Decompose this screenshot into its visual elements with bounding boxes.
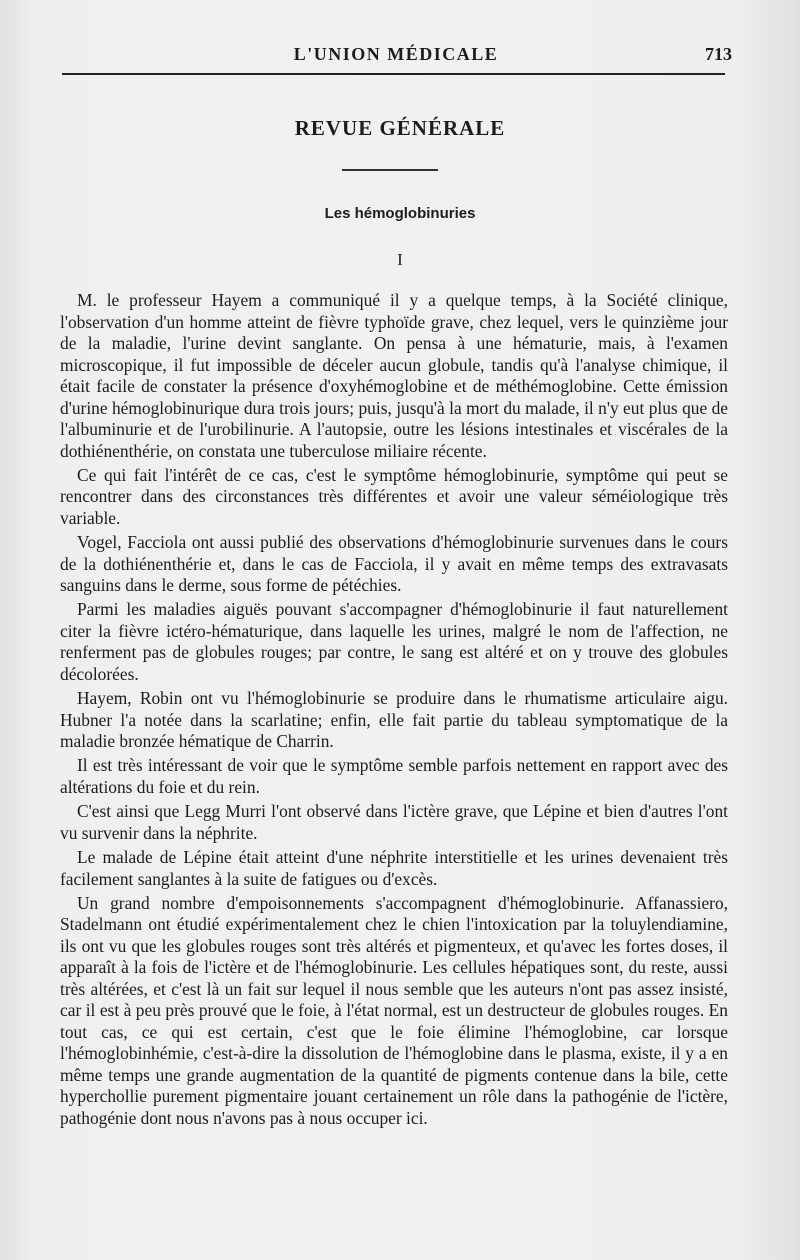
paragraph: Vogel, Facciola ont aussi publié des observations d'hémoglobinurie survenues dans le cours de la dothiénenthérie et, dans le cas de Facciola, il y avait en même temps des extravasats sanguins dans le derme, sous forme de pétéchies. <box>60 532 728 596</box>
section-title: REVUE GÉNÉRALE <box>294 116 506 140</box>
paragraph: Il est très intéressant de voir que le symptôme semble parfois nettement en rapport avec des altérations du foie et du rein. <box>60 755 728 797</box>
paragraph: Un grand nombre d'empoisonnements s'accompagnent d'hémoglobinurie. Affanassiero, Stadelmann ont étudié expérimentalement chez le chien l'intoxication par la toluylendiamine, ils ont vu que les globules rouges sont très altérés et pigmenteux, et qu'avec les fortes doses, il apparaît à la fois de l'ictère et de l'hémoglobinurie. Les cellules hépatiques sont, du reste, aussi très altérées, et c'est là un fait sur lequel il nous semble que les auteurs n'ont pas assez insisté, car il est à peu près prouvé que le foie, à l'état normal, est un destructeur de globules rouges. En tout cas, ce qui est certain, c'est que le foie élimine l'hémoglobine, car lorsque l'hémoglobinhémie, c'est-à-dire la dissolution de l'hémoglobine dans le plasma, existe, il y a en même temps une grande augmentation de la quantité de pigments contenue dans la bile, cette hyperchollie purement pigmentaire jouant certainement un rôle dans la pathogénie de l'ictère, pathogénie dont nous n'avons pas à nous occuper ici. <box>60 892 728 1128</box>
title-divider <box>342 169 438 171</box>
paragraph: Parmi les maladies aiguës pouvant s'accompagner d'hémoglobinurie il faut naturellement citer la fièvre ictéro-hématurique, dans laquelle les urines, malgré le nom de l'affection, ne renferment pas de globules rouges; par contre, le sang est altéré et on y trouve des globules décolorées. <box>60 599 728 684</box>
paragraph: M. le professeur Hayem a communiqué il y a quelque temps, à la Société clinique, l'observation d'un homme atteint de fièvre typhoïde grave, chez lequel, vers le quinzième jour de la maladie, l'urine devint sanglante. On pensa à une hématurie, mais, à l'examen microscopique, il fut impossible de déceler aucun globule, tandis qu'à l'analyse chimique, il était facile de constater la présence d'oxyhémoglobine et de méthémoglobine. Cette émission d'urine hémoglobinurique dura trois jours; puis, jusqu'à la mort du malade, il n'y eut plus que de l'albuminurie et de l'urobilinurie. A l'autopsie, outre les lésions intestinales et viscérales de la dothiénenthérie, on constata une tuberculose miliaire récente. <box>60 290 728 461</box>
paragraph: Hayem, Robin ont vu l'hémoglobinurie se produire dans le rhumatisme articulaire aigu. Hubner l'a notée dans la scarlatine; enfin, elle fait partie du tableau symptomatique de la maladie bronzée hématique de Charrin. <box>60 688 728 752</box>
running-head <box>60 44 732 74</box>
article-title: Les hémoglobinuries <box>324 205 476 222</box>
page-number: 713 <box>705 44 732 64</box>
journal-title: L'UNION MÉDICALE <box>293 44 499 64</box>
paragraph: Le malade de Lépine était atteint d'une néphrite interstitielle et les urines devenaient très facilement sanglantes à la suite de fatigues ou d'excès. <box>60 847 728 889</box>
paragraph: Ce qui fait l'intérêt de ce cas, c'est le symptôme hémoglobinurie, symptôme qui peut se rencontrer dans des circonstances très différentes et avoir une valeur séméiologique très variable. <box>60 464 728 528</box>
header-rule <box>62 73 725 75</box>
article-body <box>60 290 728 1129</box>
part-numeral: I <box>397 250 403 269</box>
paragraph: C'est ainsi que Legg Murri l'ont observé dans l'ictère grave, que Lépine et bien d'autres l'ont vu survenir dans la néphrite. <box>60 801 728 843</box>
